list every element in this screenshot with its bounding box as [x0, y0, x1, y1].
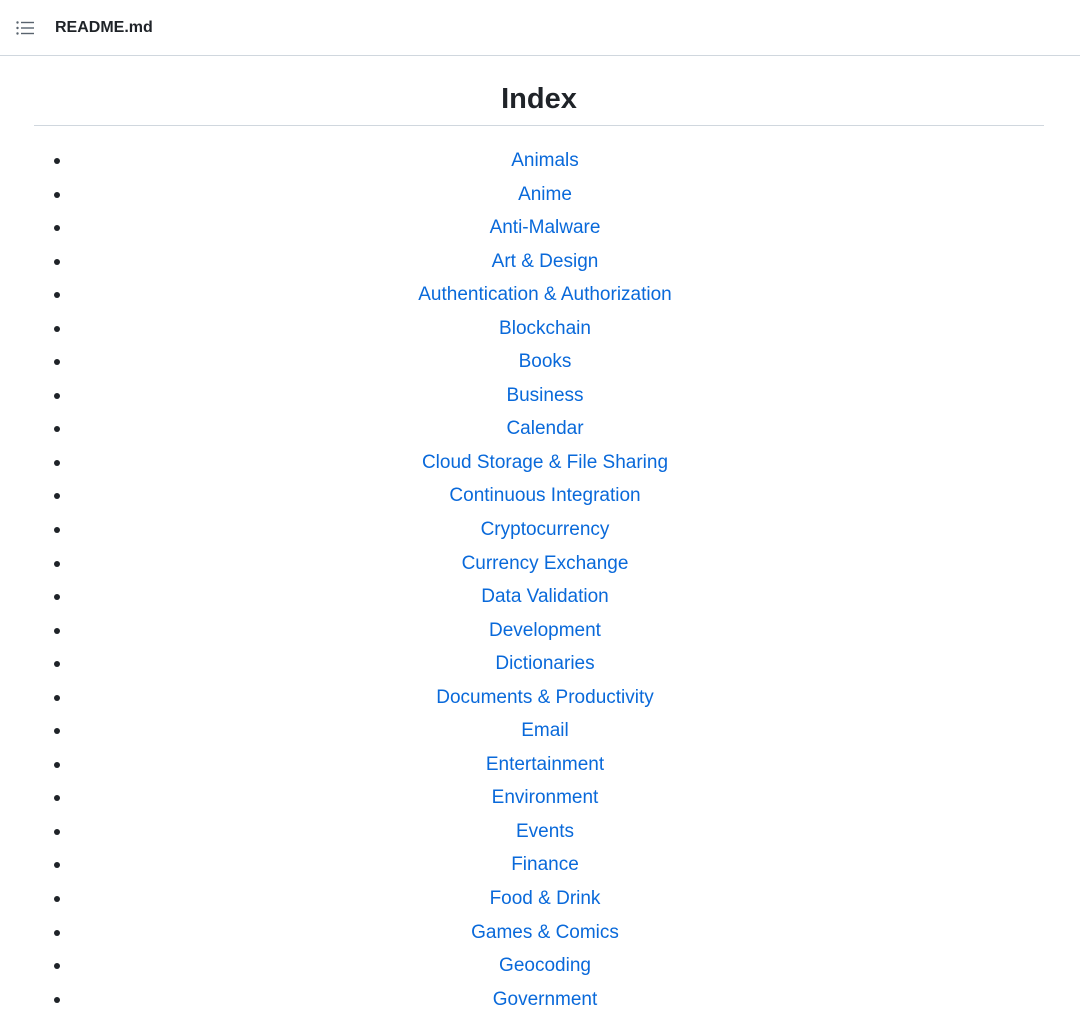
index-link[interactable]: Art & Design	[491, 250, 599, 272]
bullet-icon	[54, 896, 60, 902]
index-link[interactable]: Animals	[511, 150, 579, 171]
bullet-icon	[54, 493, 60, 499]
list-item	[34, 714, 1044, 748]
index-link[interactable]: Business	[506, 384, 584, 406]
bullet-icon	[54, 997, 60, 1003]
bullet-icon	[54, 326, 60, 332]
bullet-icon	[54, 728, 60, 734]
bullet-icon	[54, 225, 60, 231]
index-link[interactable]: Anti-Malware	[489, 217, 601, 239]
index-link[interactable]: Finance	[511, 854, 579, 876]
bullet-icon	[54, 862, 60, 868]
index-link[interactable]: Documents & Productivity	[436, 686, 654, 708]
bullet-icon	[54, 259, 60, 265]
file-name: README.md	[55, 19, 153, 36]
bullet-icon	[54, 561, 60, 567]
index-link[interactable]: Environment	[491, 787, 599, 809]
index-link[interactable]: Entertainment	[485, 753, 605, 775]
list-item	[34, 983, 1044, 1016]
list-item	[34, 513, 1044, 547]
bullet-icon	[54, 460, 60, 466]
bullet-icon	[54, 829, 60, 835]
index-link[interactable]: Anime	[518, 183, 572, 205]
list-item	[34, 178, 1044, 212]
index-link[interactable]: Food & Drink	[489, 888, 601, 910]
list-item	[34, 446, 1044, 480]
index-link[interactable]: Blockchain	[499, 317, 591, 339]
index-link[interactable]: Continuous Integration	[449, 485, 641, 507]
bullet-icon	[54, 292, 60, 298]
index-heading: Index	[34, 56, 1044, 126]
index-link[interactable]: Cloud Storage & File Sharing	[421, 451, 669, 473]
list-item	[34, 580, 1044, 614]
index-link[interactable]: Games & Comics	[471, 921, 619, 943]
index-link[interactable]: Data Validation	[481, 586, 609, 608]
list-item	[34, 479, 1044, 513]
index-link[interactable]: Authentication & Authorization	[418, 284, 672, 306]
list-item	[34, 547, 1044, 581]
file-header	[0, 0, 1080, 56]
list-item	[34, 345, 1044, 379]
list-item	[34, 312, 1044, 346]
index-link[interactable]: Events	[515, 820, 575, 842]
bullet-icon	[54, 762, 60, 768]
index-link[interactable]: Calendar	[506, 418, 584, 440]
list-item	[34, 614, 1044, 648]
index-link[interactable]: Email	[521, 720, 569, 742]
bullet-icon	[54, 359, 60, 365]
list-item	[34, 848, 1044, 882]
index-link[interactable]: Development	[489, 619, 601, 641]
list-item	[34, 647, 1044, 681]
list-item	[34, 882, 1044, 916]
bullet-icon	[54, 158, 60, 164]
bullet-icon	[54, 695, 60, 701]
table-of-contents-button[interactable]	[12, 15, 38, 41]
bullet-icon	[54, 628, 60, 634]
list-item	[34, 412, 1044, 446]
readme-content	[34, 56, 1044, 1016]
bullet-icon	[54, 527, 60, 533]
bullet-icon	[54, 661, 60, 667]
list-item	[34, 815, 1044, 849]
index-list	[34, 126, 1044, 1016]
list-item	[34, 916, 1044, 950]
list-item	[34, 379, 1044, 413]
bullet-icon	[54, 426, 60, 432]
list-item	[34, 245, 1044, 279]
index-link[interactable]: Dictionaries	[495, 653, 595, 675]
bullet-icon	[54, 393, 60, 399]
index-link[interactable]: Books	[518, 351, 572, 373]
list-item	[34, 748, 1044, 782]
list-unordered-icon	[16, 21, 34, 35]
bullet-icon	[54, 192, 60, 198]
index-link[interactable]: Currency Exchange	[461, 552, 629, 574]
list-item	[34, 681, 1044, 715]
index-link[interactable]: Government	[492, 988, 598, 1010]
bullet-icon	[54, 594, 60, 600]
index-link[interactable]: Geocoding	[499, 955, 591, 977]
bullet-icon	[54, 963, 60, 969]
list-item	[34, 949, 1044, 983]
index-link[interactable]: Cryptocurrency	[480, 519, 610, 541]
list-item	[34, 144, 1044, 178]
bullet-icon	[54, 930, 60, 936]
list-item	[34, 781, 1044, 815]
bullet-icon	[54, 795, 60, 801]
list-item	[34, 211, 1044, 245]
list-item	[34, 278, 1044, 312]
